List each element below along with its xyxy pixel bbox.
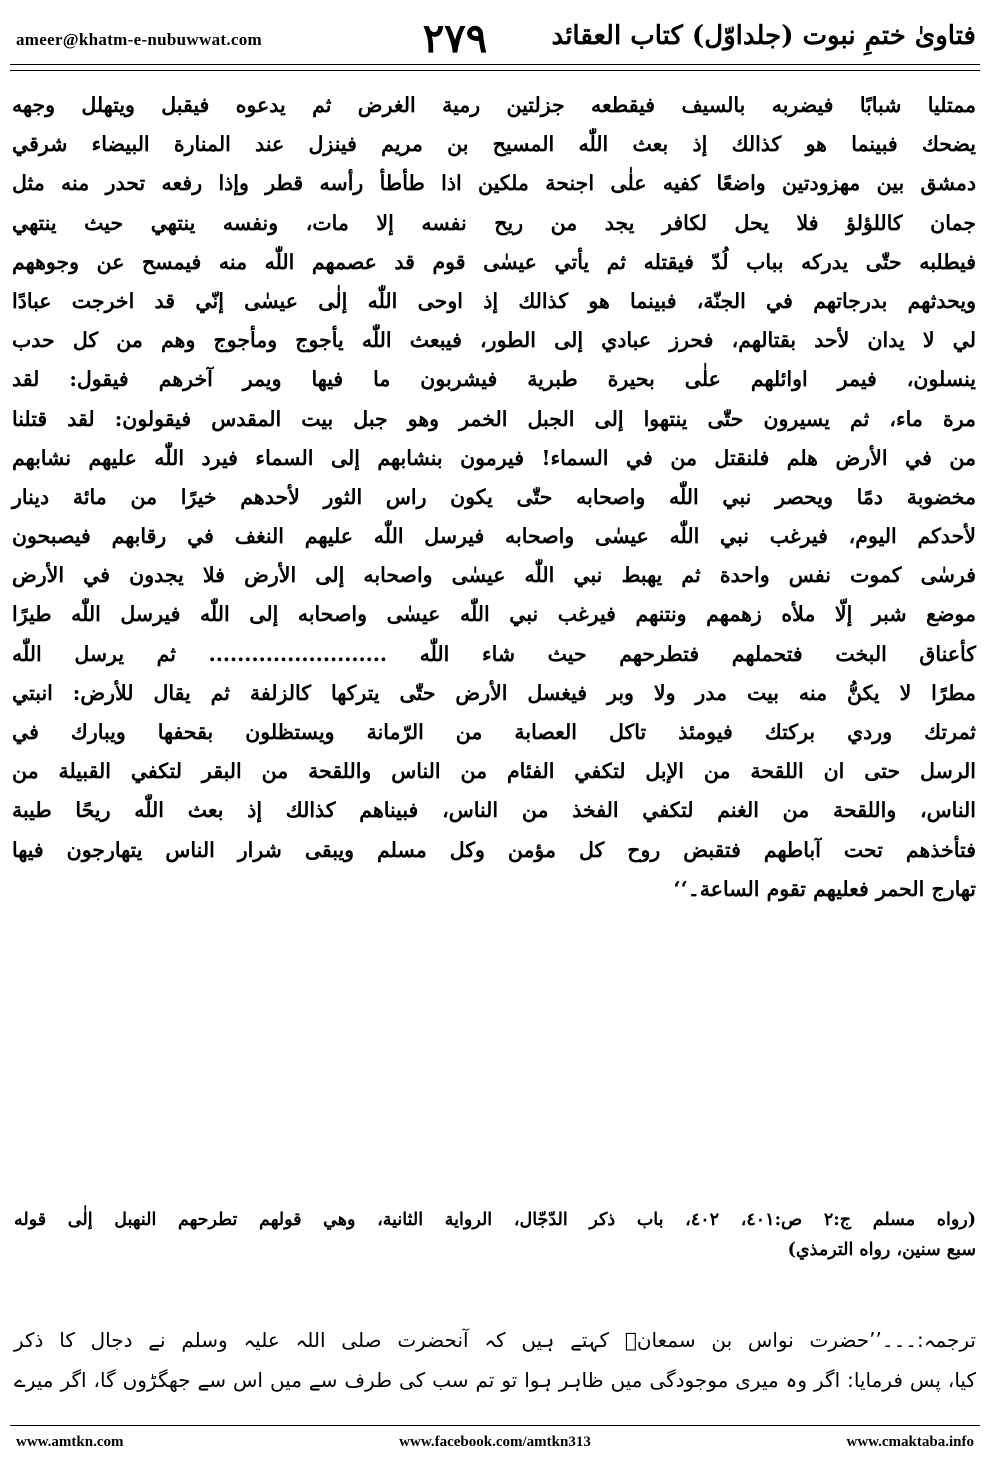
page-number: ٢٧٩ — [422, 15, 488, 62]
footer-link-center: www.facebook.com/amtkn313 — [399, 1434, 591, 1450]
text-line: لأحدكم اليوم، فيرغب نبي اللّٰه عيسٰى واصحابه فيرسل اللّٰه عليهم النغف في رقابهم فيصبحون — [12, 524, 976, 549]
text-line: مطرًا لا يكنُّ منه بيت مدر ولا وبر فيغسل الأرض حتّٰى يتركها كالزلفة ثم يقال للأرض: انبتي — [12, 680, 976, 705]
footer-link-right: www.cmaktaba.info — [846, 1434, 974, 1450]
book-title: فتاویٰ ختمِ نبوت (جلداوّل) کتاب العقائد — [551, 21, 976, 51]
text-line: موضع شبر إلّا ملأه زهمهم ونتنهم فيرغب نبي اللّٰه عيسٰى واصحابه إلى اللّٰه فيرسل اللّٰه طيرًا — [12, 602, 976, 627]
translation-line: کیا، پس فرمایا: اگر وہ میری موجودگی میں ظاہر ہوا تو تم سب کی طرف سے میں اس سے جھگڑوں گا، اگر میرے — [14, 1368, 976, 1392]
hadith-reference — [14, 1205, 976, 1265]
reference-line: (رواه مسلم ج:٢ ص:٤٠١، ٤٠٢، باب ذكر الدّجّال، الرواية الثانية، وهي قولهم تطرحهم النهبل إلٰى قوله — [14, 1210, 977, 1230]
text-line: ممتليا شبابًا فيضربه بالسيف فيقطعه جزلتين رمية الغرض ثم يدعوه فيقبل ويتهلل وجهه — [12, 93, 976, 117]
text-line: جمان كاللؤلؤ فلا يحل لكافر يجد من ريح نفسه إلا مات، ونفسه ينتهي حيث ينتهي — [12, 210, 976, 235]
text-line: مرة ماء، ثم يسيرون حتّٰى ينتهوا إلى الجبل الخمر وهو جبل بيت المقدس فيقولون: لقد قتلنا — [12, 406, 976, 431]
text-line: دمشق بين مهزودتين واضعًا كفيه علٰى اجنحة ملكين اذا طأطأ رأسه قطر وإذا رفعه تحدر منه مثل — [12, 171, 976, 196]
text-line: تهارج الحمر فعليهم تقوم الساعة۔‘‘ — [673, 876, 976, 901]
reference-line: سبع سنين، رواه الترمذي) — [787, 1240, 976, 1260]
text-line: ويحدثهم بدرجاتهم في الجنّة، فبينما هو كذالك إذ اوحى اللّٰه إلٰى عيسٰى إنّي قد اخرجت عبادًا — [12, 288, 976, 313]
arabic-hadith-text — [12, 86, 976, 909]
text-line: كأعناق البخت فتحملهم فتطرحهم حيث شاء اللّٰه ......................... ثم يرسل اللّٰه — [12, 641, 976, 666]
text-line: ثمرتك وردي بركتك فيومئذ تاكل العصابة من الرّمانة ويستظلون بقحفها ويبارك في — [12, 720, 976, 744]
header-email: ameer@khatm-e-nubuwwat.com — [16, 30, 262, 49]
text-line: فيطلبه حتّٰى يدركه بباب لُدّ فيقتله ثم يأتي عيسٰى قوم قد عصمهم اللّٰه منه فيمسح عن وجوههم — [12, 249, 976, 274]
header-rule-thin — [10, 70, 980, 71]
text-line: يضحك فبينما هو كذالك إذ بعث اللّٰه المسيح بن مريم فينزل عند المنارة البيضاء شرقي — [12, 132, 976, 157]
text-line: الرسل حتى ان اللقحة من الإبل لتكفي الفئام من الناس واللقحة من البقر لتكفي القبيلة من — [12, 759, 976, 784]
text-line: لي لا يدان لأحد بقتالهم، فحرز عبادي إلى الطور، فيبعث اللّٰه يأجوج ومأجوج وهم من كل حدب — [12, 328, 976, 353]
text-line: فتأخذهم تحت آباطهم فتقبض روح كل مؤمن وكل مسلم ويبقى شرار الناس يتهارجون فيها — [12, 837, 976, 862]
translation-line: ترجمہ:۔۔۔’’حضرت نواس بن سمعانؓ کہتے ہیں کہ آنحضرت صلی اللہ علیہ وسلم نے دجال کا ذکر — [14, 1328, 976, 1352]
text-line: مخضوبة دمًا ويحصر نبي اللّٰه واصحابه حتّٰى يكون راس الثور لأحدهم خيرًا من مائة دينار — [12, 484, 976, 509]
footer-link-left: www.amtkn.com — [16, 1434, 124, 1450]
text-line: من في الأرض هلم فلنقتل من في السماء! فيرمون بنشابهم إلى السماء فيرد اللّٰه عليهم نشابهم — [12, 445, 976, 470]
header-rule — [10, 64, 980, 65]
text-line: الناس، واللقحة من الغنم لتكفي الفخذ من الناس، فبيناهم كذالك إذ بعث اللّٰه ريحًا طيبة — [12, 798, 976, 823]
urdu-translation — [14, 1320, 976, 1400]
footer-rule — [10, 1425, 980, 1426]
text-line: ينسلون، فيمر اوائلهم علٰى بحيرة طبرية فيشربون ما فيها ويمر آخرهم فيقول: لقد — [12, 367, 976, 392]
text-line: فرسٰى كموت نفس واحدة ثم يهبط نبي اللّٰه عيسٰى واصحابه إلى الأرض فلا يجدون في الأرض — [12, 563, 976, 588]
